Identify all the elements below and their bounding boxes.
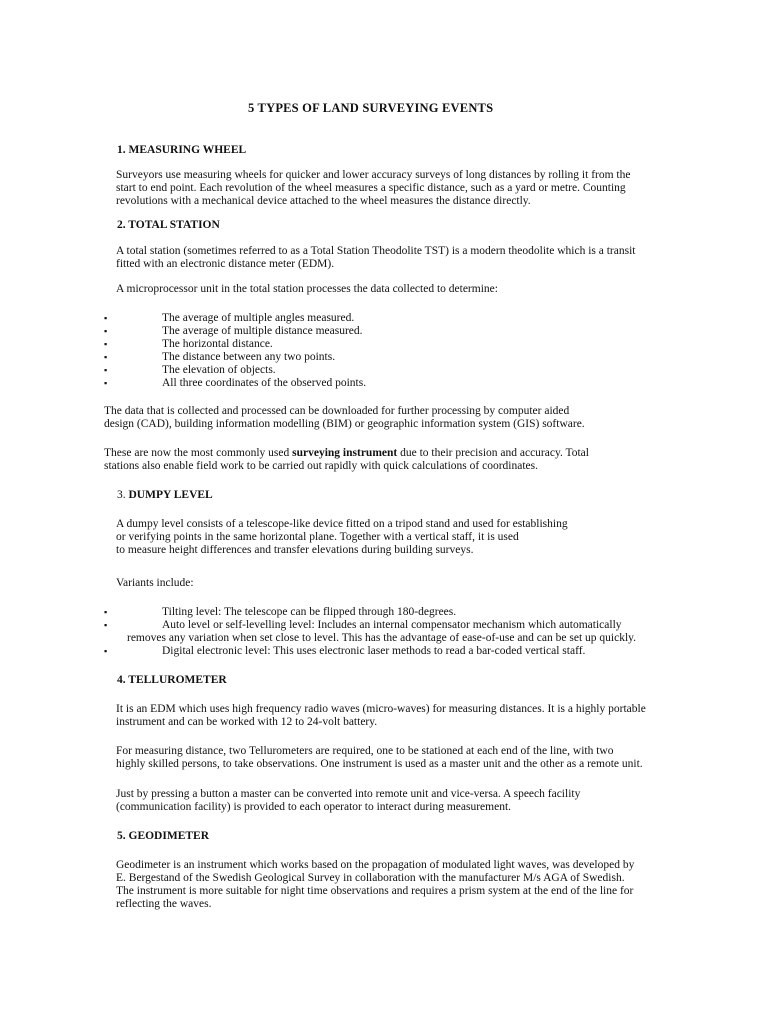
text-line: fitted with an electronic distance meter (EDM). bbox=[116, 258, 335, 270]
text-line: or verifying points in the same horizontal plane. Together with a vertical staff, it is used bbox=[116, 531, 519, 543]
list-item-text: The distance between any two points. bbox=[162, 351, 336, 363]
bullet-marker: ▪ bbox=[104, 365, 108, 375]
paragraph-total-station-microprocessor: A microprocessor unit in the total station processes the data collected to determine: bbox=[116, 283, 498, 295]
paragraph-total-station-usage bbox=[104, 447, 589, 473]
link-surveying-instrument[interactable]: surveying instrument bbox=[292, 447, 398, 459]
paragraph-tellurometer-usage bbox=[116, 745, 643, 771]
text-line: start to end point. Each revolution of the wheel measures a specific distance, such as a yard or metre. Counting bbox=[116, 182, 626, 194]
text-line: The instrument is more suitable for night time observations and requires a prism system at the end of the line for bbox=[116, 885, 634, 897]
paragraph-dumpy-level bbox=[116, 518, 568, 557]
list-item bbox=[0, 338, 768, 351]
bullet-marker: ▪ bbox=[104, 646, 108, 656]
bullet-marker: ▪ bbox=[104, 352, 108, 362]
list-item bbox=[0, 619, 768, 645]
paragraph-tellurometer-intro bbox=[116, 703, 646, 729]
bullet-marker: ▪ bbox=[104, 620, 108, 630]
section-heading-dumpy-level bbox=[117, 489, 213, 502]
text-line: stations also enable field work to be carried out rapidly with quick calculations of coordinates. bbox=[104, 460, 538, 472]
list-item bbox=[0, 325, 768, 338]
bullet-marker: ▪ bbox=[104, 313, 108, 323]
list-item-text-continued: removes any variation when set close to level. This has the advantage of ease-of-use and can be set up quickly. bbox=[127, 632, 637, 644]
list-item-text: Auto level or self-levelling level: Includes an internal compensator mechanism which automatically bbox=[162, 619, 622, 631]
section-heading-tellurometer: 4. TELLUROMETER bbox=[117, 674, 227, 686]
paragraph-variants-include: Variants include: bbox=[116, 577, 194, 589]
text-line: design (CAD), building information modelling (BIM) or geographic information system (GIS) software. bbox=[104, 418, 585, 430]
text-line: A total station (sometimes referred to as a Total Station Theodolite TST) is a modern theodolite which is a transit bbox=[116, 245, 636, 257]
list-item-text: The horizontal distance. bbox=[162, 338, 273, 350]
text-line: to measure height differences and transfer elevations during building surveys. bbox=[116, 544, 474, 556]
section-heading-total-station: 2. TOTAL STATION bbox=[117, 219, 220, 231]
bullet-list-dumpy-level bbox=[0, 606, 768, 658]
text-run: These are now the most commonly used bbox=[104, 447, 293, 459]
bullet-marker: ▪ bbox=[104, 607, 108, 617]
text-line: Surveyors use measuring wheels for quicker and lower accuracy surveys of long distances by rolling it from the bbox=[116, 169, 631, 181]
bullet-marker: ▪ bbox=[104, 326, 108, 336]
text-line: A dumpy level consists of a telescope-like device fitted on a tripod stand and used for establishing bbox=[116, 518, 568, 530]
text-line: Just by pressing a button a master can be converted into remote unit and vice-versa. A speech facility bbox=[116, 788, 581, 800]
paragraph-measuring-wheel bbox=[116, 169, 630, 208]
paragraph-total-station-data bbox=[104, 405, 585, 431]
list-item-text: Tilting level: The telescope can be flipped through 180-degrees. bbox=[162, 606, 457, 618]
text-line bbox=[104, 447, 589, 460]
text-line: revolutions with a mechanical device attached to the wheel measures the distance directly. bbox=[116, 195, 531, 207]
list-item-text: The elevation of objects. bbox=[162, 364, 276, 376]
bullet-list-total-station bbox=[0, 312, 768, 390]
text-line: instrument and can be worked with 12 to 24-volt battery. bbox=[116, 716, 378, 728]
paragraph-geodimeter bbox=[116, 859, 634, 911]
heading-text: DUMPY LEVEL bbox=[128, 489, 213, 501]
document-title: 5 TYPES OF LAND SURVEYING EVENTS bbox=[248, 101, 494, 115]
bullet-marker: ▪ bbox=[104, 339, 108, 349]
list-item bbox=[0, 606, 768, 619]
list-item-text: All three coordinates of the observed points. bbox=[162, 377, 367, 389]
bullet-marker: ▪ bbox=[104, 378, 108, 388]
text-line: It is an EDM which uses high frequency radio waves (micro-waves) for measuring distances. It is a highly portable bbox=[116, 703, 646, 715]
paragraph-total-station-intro bbox=[116, 245, 635, 271]
list-item bbox=[0, 377, 768, 390]
text-line: highly skilled persons, to take observations. One instrument is used as a master unit and the other as a remote unit. bbox=[116, 758, 643, 770]
list-item-text: Digital electronic level: This uses electronic laser methods to read a bar-coded vertical staff. bbox=[162, 645, 586, 657]
text-line: (communication facility) is provided to each operator to interact during measurement. bbox=[116, 801, 512, 813]
paragraph-tellurometer-switch bbox=[116, 788, 580, 814]
text-line: E. Bergestand of the Swedish Geological Survey in collaboration with the manufacturer M/s AGA of Swedish. bbox=[116, 872, 625, 884]
heading-number: 3. bbox=[117, 489, 129, 501]
section-heading-geodimeter: 5. GEODIMETER bbox=[117, 830, 210, 842]
section-heading-measuring-wheel: 1. MEASURING WHEEL bbox=[117, 144, 247, 156]
list-item bbox=[0, 351, 768, 364]
text-line: Geodimeter is an instrument which works based on the propagation of modulated light waves, was developed by bbox=[116, 859, 635, 871]
list-item bbox=[0, 645, 768, 658]
list-item-text: The average of multiple distance measured. bbox=[162, 325, 363, 337]
list-item-text: The average of multiple angles measured. bbox=[162, 312, 355, 324]
text-line: reflecting the waves. bbox=[116, 898, 212, 910]
text-run: due to their precision and accuracy. Total bbox=[397, 447, 589, 459]
list-item bbox=[0, 312, 768, 325]
text-line: For measuring distance, two Tellurometers are required, one to be stationed at each end of the line, with two bbox=[116, 745, 614, 757]
text-line: The data that is collected and processed can be downloaded for further processing by computer aided bbox=[104, 405, 570, 417]
list-item bbox=[0, 364, 768, 377]
